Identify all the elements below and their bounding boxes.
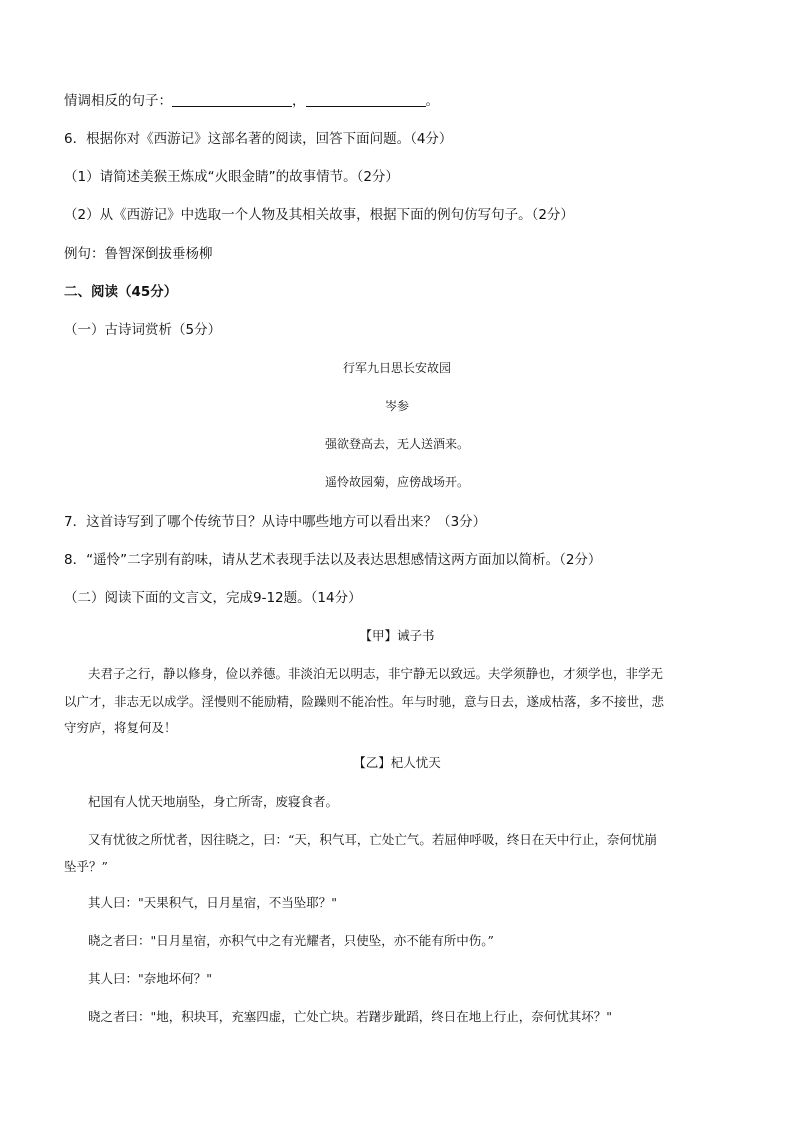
yi-title: 【乙】杞人忧天: [353, 755, 441, 770]
yi-para-6: 晓之者曰："地，积块耳，充塞四虚，亡处亡块。若躇步跐蹈，终日在地上行止，奈何忧其坏？": [88, 1009, 613, 1024]
q7: 7．这首诗写到了哪个传统节日？从诗中哪些地方可以看出来？（3分）: [64, 514, 487, 530]
jia-line-1: 夫君子之行，静以修身，俭以养德。非淡泊无以明志，非宁静无以致远。夫学须静也，才须学也，非学无: [88, 666, 664, 681]
yi-para-4: 晓之者曰："日月星宿，亦积气中之有光耀者，只使坠，亦不能有所中伤。”: [88, 933, 494, 948]
poem-line-2: 遥怜故园菊，应傍战场开。: [324, 475, 469, 489]
q5-separator: ，: [292, 93, 306, 109]
jia-title: 【甲】诫子书: [359, 628, 435, 643]
q6-title: 6．根据你对《西游记》这部名著的阅读，回答下面问题。（4分）: [64, 131, 453, 147]
poem-title: 行军九日思长安故园: [342, 361, 451, 375]
part2-title: （二）阅读下面的文言文，完成9-12题。（14分）: [64, 590, 362, 606]
yi-para-2a: 又有忧彼之所忧者，因往晓之，曰：“天，积气耳，亡处亡气。若屈伸呼吸，终日在天中行止，奈何忧崩: [88, 832, 657, 847]
yi-para-3: 其人曰："天果积气，日月星宿，不当坠耶？": [88, 895, 337, 910]
yi-para-2b: 坠乎？”: [64, 859, 108, 874]
q5-answer-line: [64, 91, 439, 111]
q6-sub1: （1）请简述美猴王炼成“火眼金睛”的故事情节。（2分）: [64, 169, 399, 185]
answer-blank-2[interactable]: [306, 92, 426, 107]
q6-sub2: （2）从《西游记》中选取一个人物及其相关故事，根据下面的例句仿写句子。（2分）: [64, 207, 574, 223]
section-title: 二、阅读（45分）: [64, 284, 178, 300]
q8: 8．“遥怜”二字别有韵味，请从艺术表现手法以及表达思想感情这两方面加以简析。（2分）: [64, 552, 602, 568]
jia-line-3: 守穷庐，将复何及！: [64, 720, 177, 735]
q6-example: 例句：鲁智深倒拔垂杨柳: [64, 246, 213, 262]
poem-author: 岑参: [384, 399, 409, 413]
part1-title: （一）古诗词赏析（5分）: [64, 322, 222, 338]
yi-para-1: 杞国有人忧天地崩坠，身亡所寄，废寝食者。: [88, 794, 339, 809]
q5-end: 。: [425, 93, 439, 109]
yi-para-5: 其人曰："奈地坏何？": [88, 971, 212, 986]
answer-blank-1[interactable]: [172, 92, 292, 107]
poem-line-1: 强欲登高去，无人送酒来。: [324, 437, 469, 451]
q5-prefix: 情调相反的句子：: [64, 93, 172, 109]
jia-line-2: 以广才，非志无以成学。淫慢则不能励精，险躁则不能冶性。年与时驰，意与日去，遂成枯落，多不接世，悲: [64, 694, 665, 709]
